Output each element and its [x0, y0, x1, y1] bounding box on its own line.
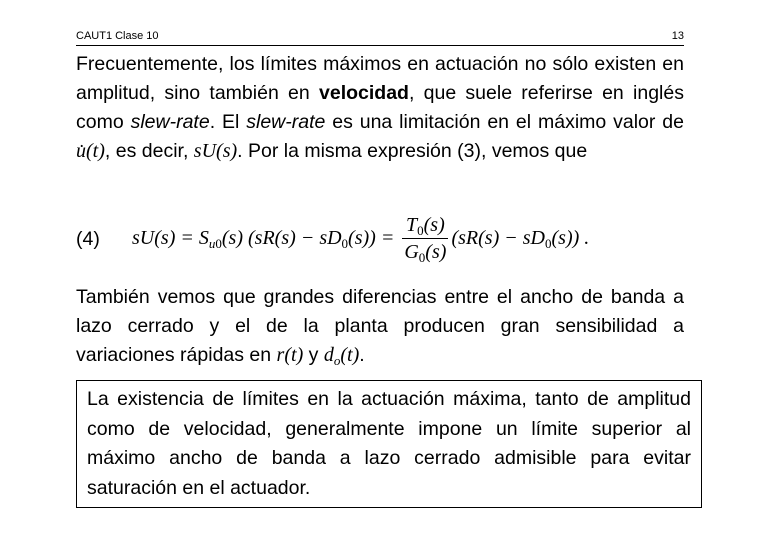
math-r-t: r(t)	[276, 344, 304, 366]
course-label: CAUT1 Clase 10	[76, 30, 159, 42]
italic-term: slew-rate	[246, 111, 326, 133]
italic-term: slew-rate	[130, 111, 210, 133]
page-header	[76, 30, 684, 46]
text-segment: y	[303, 344, 324, 366]
equation-number: (4)	[76, 228, 100, 250]
math-sU-s: sU(s)	[193, 140, 238, 162]
math-do-t: $d_o(t)$	[323, 344, 360, 368]
text-segment: .	[359, 344, 365, 366]
equation-4	[76, 206, 684, 270]
text-segment: . El	[209, 111, 247, 133]
summary-text: La existencia de límites en la actuación máxima, tanto de amplitud como de velocidad, generalmente impone un límite superior al máximo ancho de banda a lazo cerrado admisible para evitar saturación en el actuador.	[87, 388, 691, 499]
text-segment: También vemos que grandes diferencias entre el ancho de banda a lazo cerrado y el de la planta producen gran sensibilidad a variaciones rápidas en	[76, 286, 684, 366]
bold-term: velocidad	[319, 82, 409, 104]
text-segment: Frecuentemente, los límites máximos en actuación no sólo existen en amplitud, sino también en	[76, 53, 684, 104]
page-number: 13	[671, 30, 684, 42]
paragraph-sensitivity	[76, 283, 684, 370]
text-segment: es una limitación en el máximo valor de	[325, 111, 684, 133]
math-udot-t: u̇(t)	[76, 140, 105, 162]
paragraph-intro	[76, 50, 684, 166]
fraction: $\frac{T_0(s)}{G_0(s)}$	[404, 213, 447, 265]
text-segment: , que suele referirse en inglés como	[76, 82, 684, 133]
header-rule	[76, 45, 684, 46]
equation-body: sU(s) = $S_{u0}(s) (sR(s) - sD_0(s))$ = $\frac{T_0(s)}{G_0(s)}$ $(sR(s) - sD_0(s))$ .	[132, 213, 590, 265]
text-segment: . Por la misma expresión (3), vemos que	[237, 140, 588, 162]
text-segment: , es decir,	[104, 140, 194, 162]
summary-box	[76, 380, 702, 508]
